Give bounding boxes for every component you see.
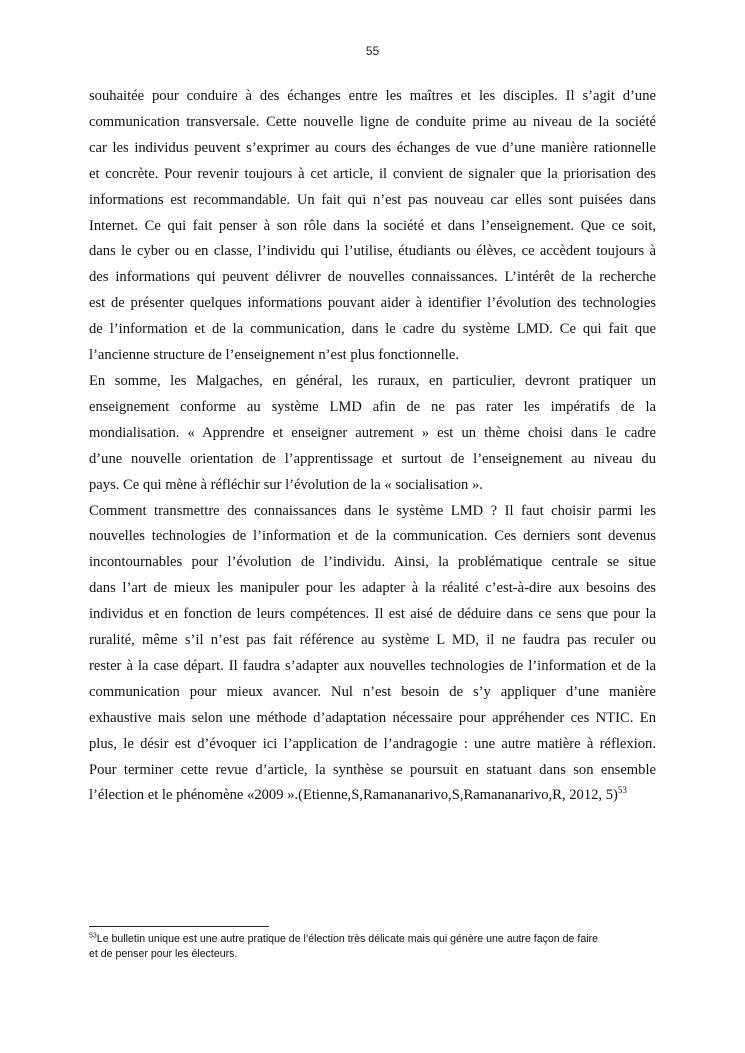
page-number: 55	[365, 44, 380, 58]
text-line: d’une nouvelle orientation de l’apprentissage et surtout de l’enseignement au niveau du	[89, 450, 656, 467]
text-line: l’ancienne structure de l’enseignement n’est plus fonctionnelle.	[89, 347, 459, 364]
text-line: ruralité, même s’il n’est pas fait référence au système L MD, il ne faudra pas reculer ou	[89, 632, 656, 649]
text-line: rester à la case départ. Il faudra s’adapter aux nouvelles technologies de l’information et de la	[89, 657, 656, 674]
footnote-separator	[89, 926, 269, 927]
footnote-reference[interactable]: 53	[617, 785, 627, 796]
text-line: dans l’art de mieux les manipuler pour les adapter à la réalité c’est-à-dire aux besoins des	[89, 580, 656, 597]
text-line: En somme, les Malgaches, en général, les ruraux, en particulier, devront pratiquer un	[89, 372, 656, 389]
footnote	[89, 932, 656, 962]
text-line: communication pour mieux avancer. Nul n’est besoin de s’y appliquer d’une manière	[89, 683, 656, 700]
text-line: car les individus peuvent s’exprimer au cours des échanges de vue d’une manière rationnelle	[89, 139, 656, 156]
text-line: exhaustive mais selon une méthode d’adaptation nécessaire pour appréhender ces NTIC. En	[89, 709, 656, 726]
text-line: Pour terminer cette revue d’article, la synthèse se poursuit en statuant dans son ensemble	[89, 761, 656, 778]
text-line: informations est recommandable. Un fait qui n’est pas nouveau car elles sont puisées dans	[89, 191, 656, 208]
text-line: dans le cyber ou en classe, l’individu qui l’utilise, étudiants ou élèves, ce accèdent toujours à	[89, 243, 656, 260]
text-line: des informations qui peuvent délivrer de nouvelles connaissances. L’intérêt de la recherche	[89, 269, 656, 286]
text-line: individus et en fonction de leurs compétences. Il est aisé de déduire dans ce sens que pour la	[89, 606, 656, 623]
text-line: plus, le désir est d’évoquer ici l’application de l’andragogie : une autre matière à réflexion.	[89, 735, 656, 752]
footnote-marker: 53	[89, 932, 97, 940]
text-line: nouvelles technologies de l’information et de la communication. Ces derniers sont devenus	[89, 528, 656, 545]
text-line: enseignement conforme au système LMD afin de ne pas rater les impératifs de la	[89, 398, 656, 415]
paragraph-1	[89, 84, 656, 369]
text-line: mondialisation. « Apprendre et enseigner autrement » est un thème choisi dans le cadre	[89, 424, 656, 441]
text-line: pays. Ce qui mène à réfléchir sur l’évolution de la « socialisation ».	[89, 476, 483, 493]
paragraph-3	[89, 499, 656, 810]
citation-text: l’élection et le phénomène «2009 ».(Etienne,S,Ramananarivo,S,Ramananarivo,R, 2012, 5)	[89, 787, 618, 804]
text-line: Comment transmettre des connaissances dans le système LMD ? Il faut choisir parmi les	[89, 502, 656, 519]
text-line: souhaitée pour conduire à des échanges entre les maîtres et les disciples. Il s’agit d’une	[89, 88, 656, 104]
text-line: et concrète. Pour revenir toujours à cet article, il convient de signaler que la priorisation des	[89, 165, 656, 182]
text-line: Internet. Ce qui fait penser à son rôle dans la société et dans l’enseignement. Que ce soit,	[89, 217, 656, 234]
body-text	[89, 84, 656, 809]
footnote-line	[89, 932, 656, 947]
text-line: est de présenter quelques informations pouvant aider à identifier l’évolution des technologies	[89, 295, 656, 312]
text-line: de l’information et de la communication, dans le cadre du système LMD. Ce qui fait que	[89, 321, 656, 338]
footnote-text: Le bulletin unique est une autre pratique de l’élection très délicate mais qui génère une autre façon de faire	[96, 933, 598, 945]
text-line-with-footnote	[89, 783, 656, 809]
footnote-line: et de penser pour les électeurs.	[89, 948, 238, 960]
text-line: incontournables pour l’évolution de l’individu. Ainsi, la problématique centrale se situe	[89, 554, 656, 571]
text-line: communication transversale. Cette nouvelle ligne de conduite prime au niveau de la société	[89, 113, 656, 130]
paragraph-2	[89, 369, 656, 499]
